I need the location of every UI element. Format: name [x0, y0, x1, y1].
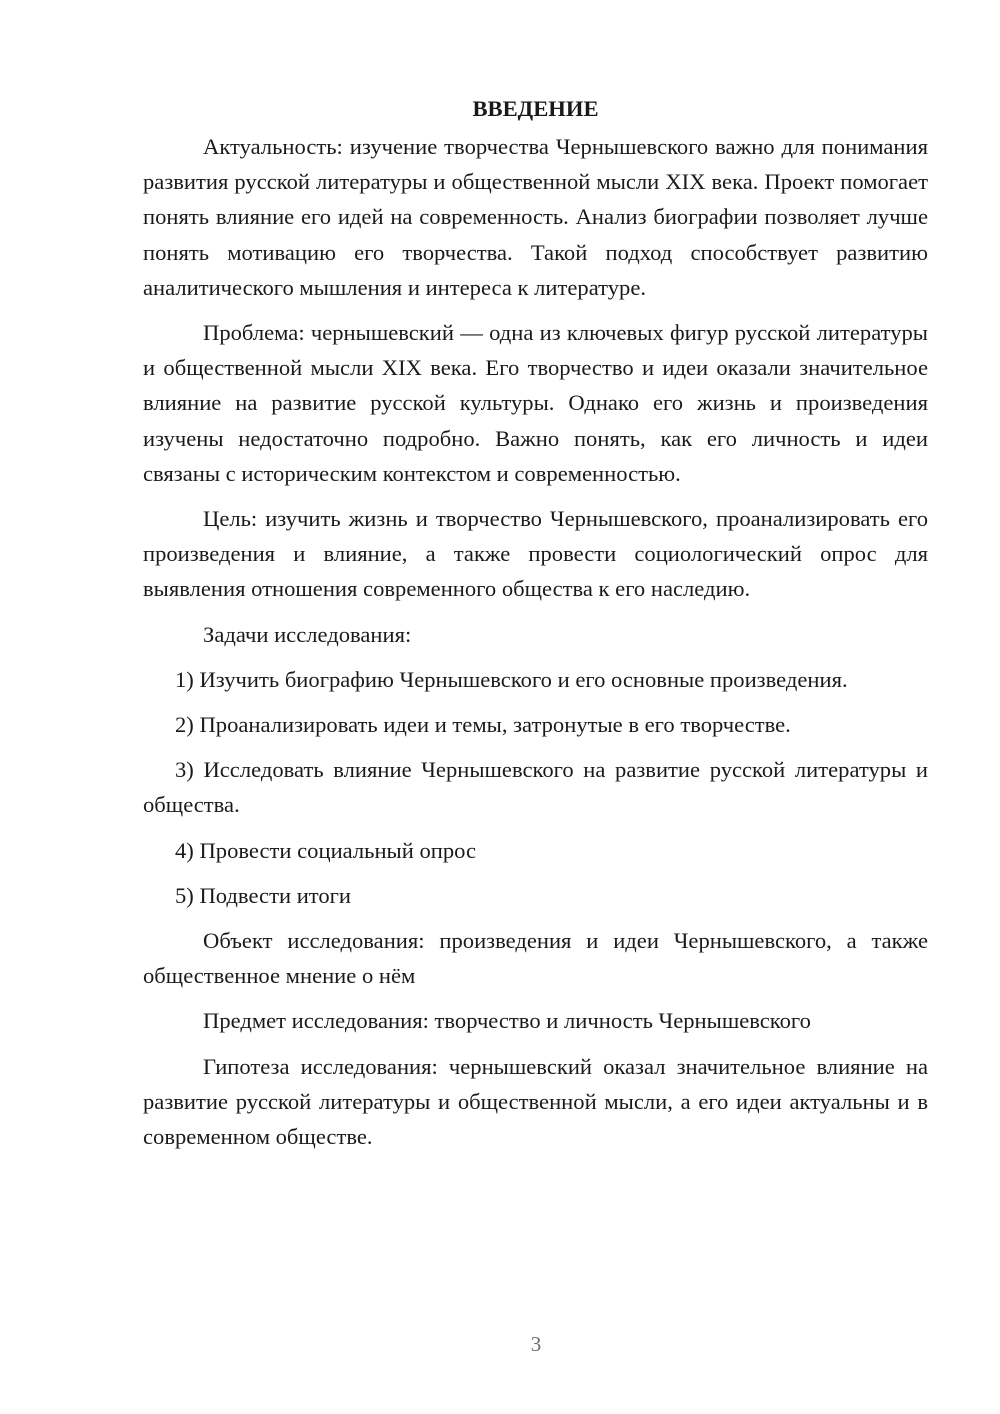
task-item: 5) Подвести итоги — [175, 882, 352, 908]
page-content — [143, 94, 928, 1164]
relevance-paragraph: Актуальность: изучение творчества Чернышевского важно для понимания развития русской литературы и общественной мысли XIX века. Проект помогает понять влияние его идей на современность. Анализ биографии позволяет лучше понять мотивацию его творчества. Такой подход способствует развитию аналитического мышления и интереса к литературе. — [143, 134, 928, 300]
goal-paragraph: Цель: изучить жизнь и творчество Чернышевского, проанализировать его произведения и влияние, а также провести социологический опрос для выявления отношения современного общества к его наследию. — [143, 506, 928, 602]
page-number: 3 — [530, 1332, 542, 1356]
task-item: 3) Исследовать влияние Чернышевского на развитие русской литературы и общества. — [143, 757, 928, 818]
task-item: 4) Провести социальный опрос — [175, 837, 477, 863]
problem-paragraph: Проблема: чернышевский — одна из ключевых фигур русской литературы и общественной мысли XIX века. Его творчество и идеи оказали значительное влияние на развитие русской культуры. Однако его жизнь и произведения изучены недостаточно подробно. Важно понять, как его личность и идеи связаны с историческим контекстом и современностью. — [143, 320, 928, 486]
subject-paragraph: Предмет исследования: творчество и личность Чернышевского — [203, 1008, 811, 1034]
tasks-title: Задачи исследования: — [203, 621, 412, 647]
hypothesis-paragraph: Гипотеза исследования: чернышевский оказал значительное влияние на развитие русской литературы и общественной мысли, а его идеи актуальны и в современном обществе. — [143, 1053, 928, 1150]
section-heading: ВВЕДЕНИЕ — [472, 96, 599, 121]
task-item: 1) Изучить биографию Чернышевского и его основные произведения. — [175, 666, 848, 692]
task-item: 2) Проанализировать идеи и темы, затронутые в его творчестве. — [175, 712, 791, 738]
object-paragraph: Объект исследования: произведения и идеи Чернышевского, а также общественное мнение о нём — [143, 928, 928, 989]
